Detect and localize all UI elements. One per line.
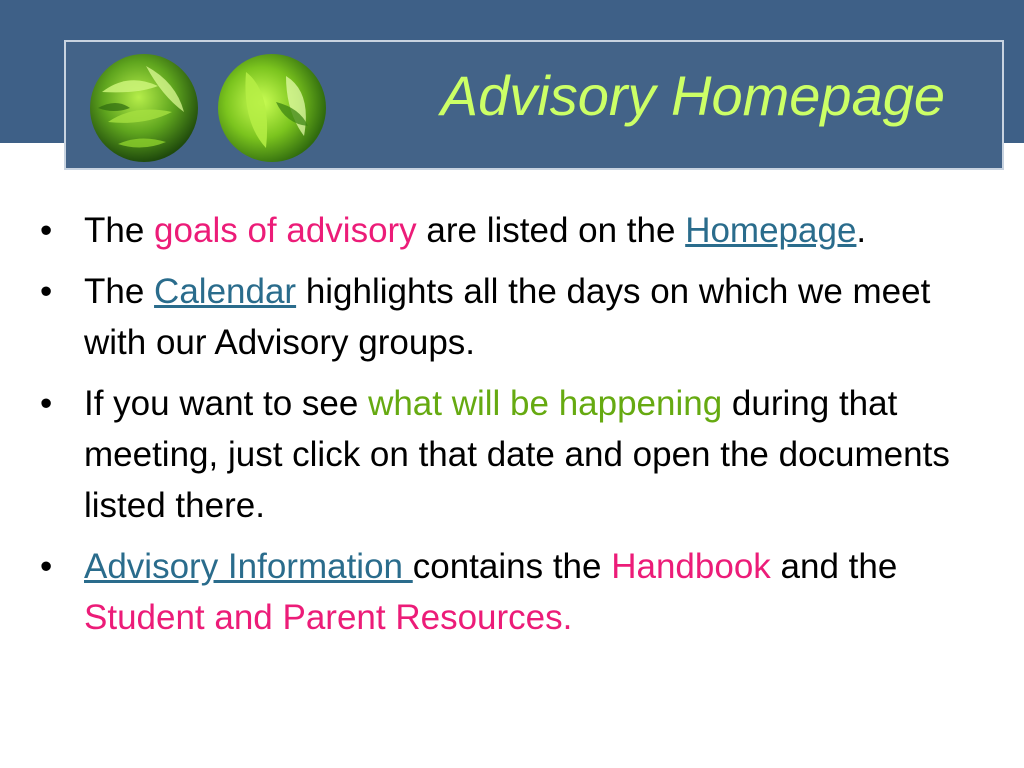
bullet-list — [40, 205, 980, 653]
advisory-information-link[interactable]: Advisory Information — [84, 547, 413, 586]
bullet-marker: • — [40, 384, 53, 423]
homepage-link[interactable]: Homepage — [685, 211, 857, 250]
highlight-happening: what will be happening — [368, 384, 723, 423]
bullet-text: contains the — [412, 547, 612, 586]
page-title: Advisory Homepage — [440, 64, 945, 127]
calendar-link[interactable]: Calendar — [154, 272, 297, 311]
bullet-text: If you want to see — [84, 384, 369, 423]
bullet-item — [40, 541, 980, 643]
bullet-text: . — [856, 211, 867, 250]
bullet-text: highlights all the days on which we meet with our Advisory groups. — [84, 272, 931, 362]
highlight-resources: Student and Parent Resources. — [84, 598, 573, 637]
bullet-text: and the — [770, 547, 898, 586]
bullet-item — [40, 266, 980, 368]
bullet-marker: • — [40, 272, 53, 311]
leaf-circle-icon — [88, 52, 200, 164]
bullet-marker: • — [40, 211, 53, 250]
highlight-goals: goals of advisory — [154, 211, 417, 250]
bullet-item — [40, 205, 980, 256]
bullet-marker: • — [40, 547, 53, 586]
bullet-item — [40, 378, 980, 531]
bullet-text: during that meeting, just click on that date and open the documents listed there. — [84, 384, 950, 525]
bullet-text: are listed on the — [416, 211, 686, 250]
bullet-text: The — [84, 211, 155, 250]
bullet-text: The — [84, 272, 155, 311]
leaf-bud-icon — [216, 52, 328, 164]
highlight-handbook: Handbook — [611, 547, 771, 586]
